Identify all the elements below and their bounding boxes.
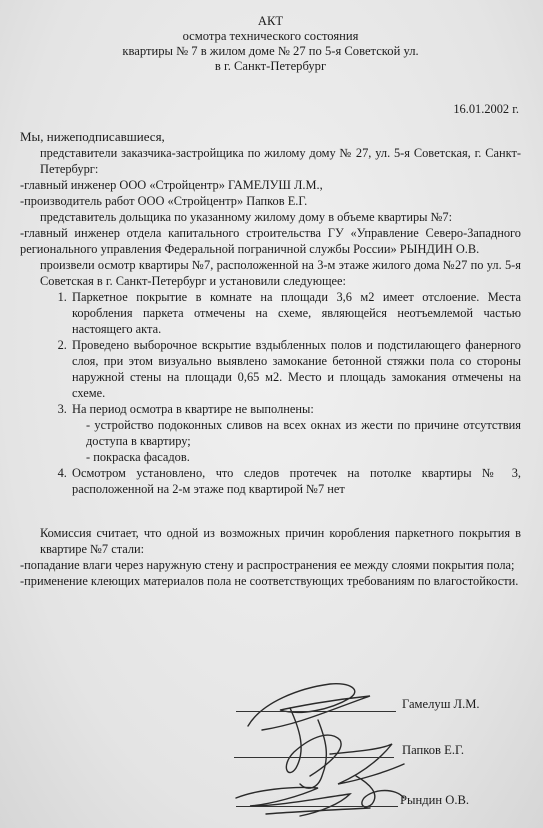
signature-line — [236, 806, 398, 807]
person-border-service-engineer: -главный инженер отдела капитального строительства ГУ «Управление Северо-Западного регионального управления Федеральной пограничной службы России» РЫНДИН О.В. — [20, 226, 521, 256]
person-works-manager: -производитель работ ООО «Стройцентр» Папков Е.Г. — [20, 194, 308, 208]
commission-cause: -применение клеющих материалов пола не соответствующих требованиям по влагостойкости. — [20, 574, 519, 588]
signature-line — [236, 711, 396, 712]
document-title: АКТ — [257, 14, 284, 28]
finding-subitem: - покраска фасадов. — [86, 450, 190, 464]
document-subtitle: осмотра технического состояния — [182, 29, 359, 43]
signature-line — [234, 757, 394, 758]
document-subject: квартиры № 7 в жилом доме № 27 по 5-я Советской ул. — [122, 44, 419, 58]
finding-text: Паркетное покрытие в комнате на площади 3,6 м2 имеет отслоение. Места коробления паркета отмечены на схеме, являющейся неотъемлемой частью настоящего акта. — [72, 290, 521, 336]
finding-item — [70, 337, 521, 401]
signatures-block — [0, 680, 543, 828]
client-representatives: представители заказчика-застройщика по жилому дому № 27, ул. 5-я Советская, г. Санкт-Петербург: — [40, 146, 521, 176]
commission-opinion: Комиссия считает, что одной из возможных причин коробления паркетного покрытия в квартире №7 стали: — [40, 526, 521, 556]
finding-item — [70, 401, 521, 465]
finding-text: На период осмотра в квартире не выполнены: — [72, 402, 314, 416]
finding-item — [70, 289, 521, 337]
findings-list — [20, 289, 521, 497]
greeting: Мы, нижеподписавшиеся, — [20, 129, 165, 144]
finding-item — [70, 465, 521, 497]
finding-text: Проведено выборочное вскрытие вздыбленных полов и подстилающего фанерного слоя, при этом визуально выявлено замокание бетонной стяжки пола со стороны наружной стены на площади 0,65 м2. Место и площадь замокания отмечены на схеме. — [72, 338, 521, 400]
person-chief-engineer: -главный инженер ООО «Стройцентр» ГАМЕЛУШ Л.М., — [20, 178, 323, 192]
signature-name: Рындин О.В. — [400, 793, 470, 807]
document-date: 16.01.2002 г. — [453, 102, 519, 116]
document-header — [20, 14, 521, 74]
shareholder-representative: представитель дольщика по указанному жилому дому в объеме квартиры №7: — [40, 210, 453, 224]
finding-subitem: - устройство подоконных сливов на всех окнах из жести по причине отсутствия доступа в квартиру; — [86, 418, 521, 448]
inspection-statement: произвели осмотр квартиры №7, расположенной на 3-м этаже жилого дома №27 по ул. 5-я Советская в г. Санкт-Петербург и установили следующее: — [40, 258, 521, 288]
commission-cause: -попадание влаги через наружную стену и распространения ее между слоями покрытия пола; — [20, 558, 515, 572]
finding-text: Осмотром установлено, что следов протечек на потолке квартиры № 3, расположенной на 2-м этаже под квартирой №7 нет — [72, 466, 521, 496]
signature-name: Папков Е.Г. — [402, 743, 464, 757]
document-city: в г. Санкт-Петербург — [214, 59, 327, 73]
signature-name: Гамелуш Л.М. — [402, 697, 480, 711]
